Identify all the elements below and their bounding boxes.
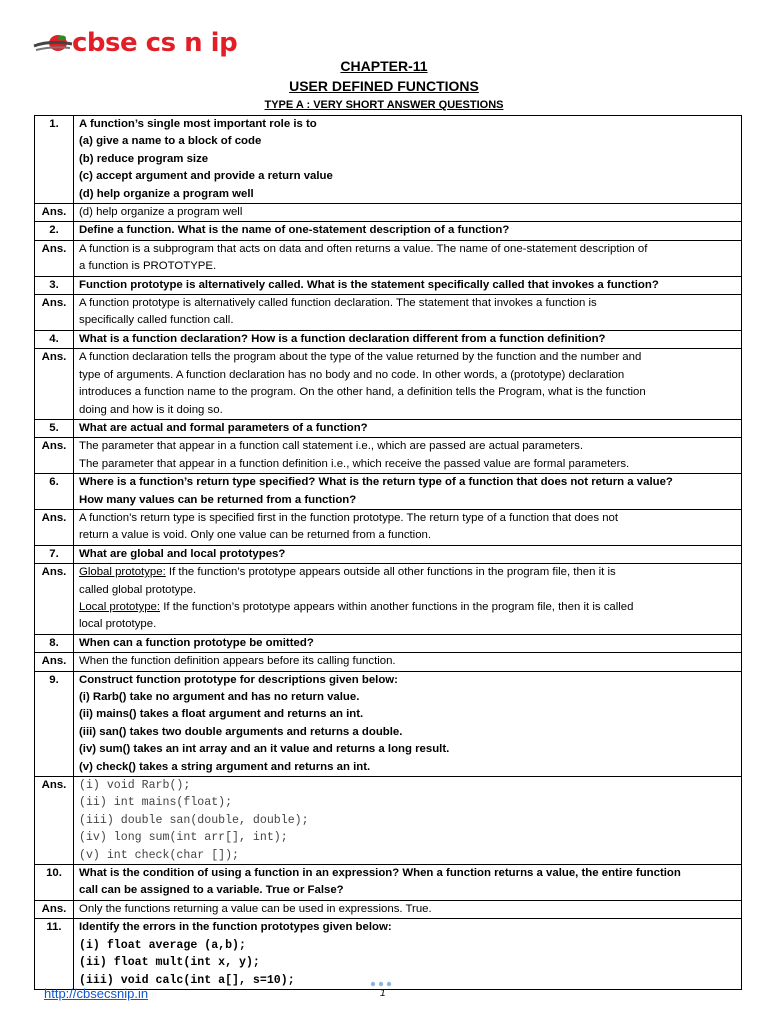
answer-row	[35, 564, 742, 635]
row-content	[74, 545, 742, 563]
text-line: doing and how is it doing so.	[79, 403, 223, 416]
answer-row	[35, 509, 742, 545]
text-line: A function’s return type is specified first in the function prototype. The return type of a function that does not	[79, 511, 619, 524]
row-label: Ans.	[35, 349, 74, 420]
answer-row	[35, 240, 742, 276]
text-line: Where is a function’s return type specified? What is the return type of a function that does not return a value?	[79, 476, 673, 489]
text-line	[79, 582, 736, 599]
question-row	[35, 634, 742, 652]
row-content	[74, 671, 742, 776]
row-content	[74, 438, 742, 474]
text-line: (v) int check(char []);	[79, 848, 240, 862]
text-line: return a value is void. Only one value can be returned from a function.	[79, 529, 432, 542]
row-label: 4.	[35, 330, 74, 348]
row-content	[74, 634, 742, 652]
text-line: (i) float average (a,b);	[79, 938, 246, 952]
row-label: 6.	[35, 474, 74, 510]
text-line: a function is PROTOTYPE.	[79, 260, 217, 273]
logo-swoosh-icon	[32, 32, 76, 58]
chapter-heading: CHAPTER-11	[340, 58, 428, 74]
row-content	[74, 419, 742, 437]
row-content	[74, 240, 742, 276]
text-line: introduces a function name to the program. On the other hand, a definition tells the Program, what is the function	[79, 386, 646, 399]
text-line: (d) help organize a program well	[79, 187, 254, 200]
answer-row	[35, 900, 742, 918]
row-label: Ans.	[35, 438, 74, 474]
text-line: (ii) mains() takes a float argument and returns an int.	[79, 708, 364, 721]
text-line: (iii) double san(double, double);	[79, 813, 309, 827]
text-line: type of arguments. A function declaration has no body and no code. In other words, a (prototype) declaration	[79, 368, 625, 381]
text-line: When the function definition appears before its calling function.	[79, 655, 396, 668]
text-line: (i) Rarb() take no argument and has no return value.	[79, 691, 360, 703]
row-content	[74, 295, 742, 331]
row-label: Ans.	[35, 295, 74, 331]
question-row	[35, 419, 742, 437]
row-label: Ans.	[35, 777, 74, 865]
row-label: Ans.	[35, 653, 74, 671]
answer-row	[35, 295, 742, 331]
text-line: Function prototype is alternatively called. What is the statement specifically called that invokes a function?	[79, 278, 659, 291]
text-line: A function declaration tells the program about the type of the value returned by the function and the number and	[79, 351, 642, 364]
row-content	[74, 865, 742, 901]
question-row	[35, 474, 742, 510]
question-row	[35, 865, 742, 901]
row-label: Ans.	[35, 204, 74, 222]
text-line: Only the functions returning a value can be used in expressions. True.	[79, 902, 432, 915]
question-row	[35, 919, 742, 990]
row-content	[74, 474, 742, 510]
row-content	[74, 509, 742, 545]
text-line: (i) void Rarb();	[79, 779, 191, 793]
row-label: 9.	[35, 671, 74, 776]
row-label: 8.	[35, 634, 74, 652]
row-label: 2.	[35, 222, 74, 240]
row-content	[74, 564, 742, 635]
text-line: (ii) float mult(int x, y);	[79, 956, 260, 970]
row-content	[74, 653, 742, 671]
text-line: What is a function declaration? How is a function declaration different from a function definition?	[79, 332, 606, 345]
row-label: 3.	[35, 276, 74, 294]
question-row	[35, 222, 742, 240]
text-line: call can be assigned to a variable. True or False?	[79, 884, 344, 897]
text-line: The parameter that appear in a function call statement i.e., which are passed are actual parameters.	[79, 440, 583, 453]
text-line: (d) help organize a program well	[79, 206, 243, 219]
text-line: The parameter that appear in a function definition i.e., which receive the passed value are formal parameters.	[79, 457, 630, 470]
text-line: What is the condition of using a function in an expression? When a function returns a value, the entire function	[79, 867, 681, 880]
section-heading: TYPE A : VERY SHORT ANSWER QUESTIONS	[264, 99, 504, 111]
question-row	[35, 671, 742, 776]
text-line: (iv) long sum(int arr[], int);	[79, 831, 288, 845]
answer-row	[35, 349, 742, 420]
text-line: How many values can be returned from a function?	[79, 493, 357, 506]
text-line: What are global and local prototypes?	[79, 547, 286, 560]
row-content	[74, 919, 742, 990]
text-line: A function prototype is alternatively called function declaration. The statement that invokes a function is	[79, 297, 597, 310]
question-row	[35, 276, 742, 294]
text-line: A function’s single most important role is to	[79, 118, 317, 130]
row-label: Ans.	[35, 900, 74, 918]
row-content	[74, 777, 742, 865]
question-row	[35, 330, 742, 348]
text-line: When can a function prototype be omitted?	[79, 636, 314, 649]
logo-text: cbse cs n ip	[72, 28, 238, 58]
row-content	[74, 276, 742, 294]
term-text: If the function’s prototype appears outside all other functions in the program file, then it is	[165, 566, 616, 579]
row-label: 10.	[35, 865, 74, 901]
text-line: (b) reduce program size	[79, 152, 209, 165]
text-line: (iv) sum() takes an int array and an it value and returns a long result.	[79, 743, 450, 756]
text-line	[79, 616, 736, 633]
text-line: (iii) void calc(int a[], s=10);	[79, 973, 295, 987]
text-line: (iii) san() takes two double arguments and returns a double.	[79, 725, 403, 738]
row-content	[74, 900, 742, 918]
text-line: What are actual and formal parameters of a function?	[79, 421, 368, 434]
row-content	[74, 116, 742, 204]
answer-row	[35, 204, 742, 222]
row-content	[74, 330, 742, 348]
term-text: local prototype.	[79, 618, 157, 631]
page-dots-icon	[369, 980, 399, 988]
site-logo	[32, 26, 238, 60]
answer-row	[35, 438, 742, 474]
text-line: Construct function prototype for descriptions given below:	[79, 673, 398, 686]
text-line: Identify the errors in the function prototypes given below:	[79, 921, 392, 934]
row-content	[74, 349, 742, 420]
question-row	[35, 545, 742, 563]
footer-link[interactable]: http://cbsecsnip.in	[44, 986, 149, 1001]
row-label: 1.	[35, 116, 74, 204]
text-line: (a) give a name to a block of code	[79, 135, 262, 148]
term-label: Local prototype:	[79, 600, 161, 613]
term-label: Global prototype:	[79, 566, 166, 579]
qa-table	[34, 115, 742, 990]
text-line: (v) check() takes a string argument and returns an int.	[79, 760, 371, 773]
answer-row	[35, 777, 742, 865]
row-label: 7.	[35, 545, 74, 563]
row-content	[74, 222, 742, 240]
text-line: A function is a subprogram that acts on data and often returns a value. The name of one-statement description of	[79, 242, 648, 255]
row-label: Ans.	[35, 240, 74, 276]
text-line: Define a function. What is the name of one-statement description of a function?	[79, 224, 510, 237]
text-line	[79, 564, 736, 581]
row-label: 5.	[35, 419, 74, 437]
question-row	[35, 116, 742, 204]
text-line: (ii) int mains(float);	[79, 796, 233, 810]
term-text: called global prototype.	[79, 583, 197, 596]
term-text: If the function’s prototype appears within another functions in the program file, then it is called	[160, 600, 634, 613]
row-label: 11.	[35, 919, 74, 990]
text-line: specifically called function call.	[79, 314, 234, 327]
text-line	[79, 599, 736, 616]
row-label: Ans.	[35, 509, 74, 545]
answer-row	[35, 653, 742, 671]
row-label: Ans.	[35, 564, 74, 635]
row-content	[74, 204, 742, 222]
page-number: 1	[380, 988, 386, 999]
page-title: USER DEFINED FUNCTIONS	[289, 78, 479, 94]
text-line: (c) accept argument and provide a return value	[79, 170, 333, 183]
